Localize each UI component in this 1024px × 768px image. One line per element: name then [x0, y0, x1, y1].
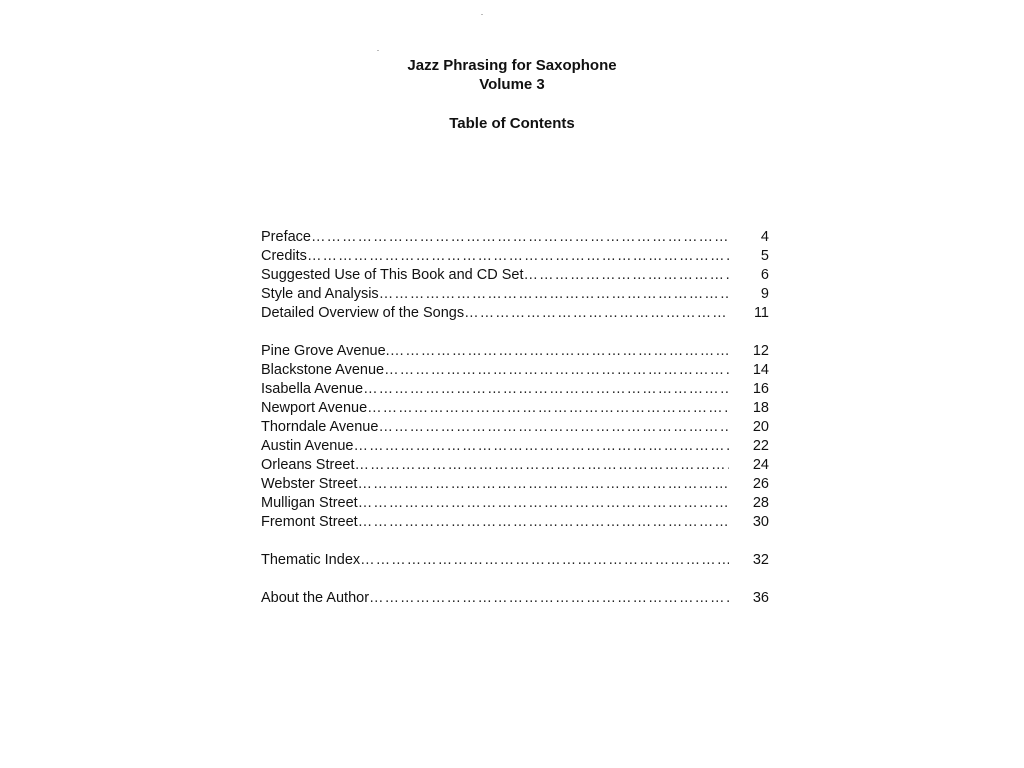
toc-entry-song [261, 342, 769, 361]
toc-group-songs [261, 342, 769, 532]
toc-entry-page: 11 [753, 305, 769, 321]
toc-entry-label: Blackstone Avenue [261, 362, 385, 378]
toc-entry-song [261, 437, 769, 456]
dot-leader [353, 437, 729, 456]
dot-leader [357, 475, 729, 494]
toc-entry-label: Suggested Use of This Book and CD Set [261, 267, 524, 283]
toc-entry-song [261, 418, 769, 437]
toc-entry-label: Style and Analysis [261, 286, 379, 302]
dot-leader [358, 494, 729, 513]
toc-entry-suggested-use [261, 266, 769, 285]
toc-entry-song [261, 361, 769, 380]
toc-entry-page: 26 [752, 476, 769, 492]
toc-entry-label: Austin Avenue [261, 438, 354, 454]
toc-entry-label: Webster Street [261, 476, 358, 492]
toc-group-author [261, 589, 769, 608]
toc-entry-song [261, 399, 769, 418]
scan-speck [377, 50, 379, 51]
dot-leader [369, 589, 729, 608]
toc-entry-label: Thorndale Avenue [261, 419, 379, 435]
toc-group-index [261, 551, 769, 570]
toc-entry-thematic-index [261, 551, 769, 570]
toc-entry-page: 22 [752, 438, 769, 454]
toc-entry-page: 36 [752, 590, 769, 606]
toc-entry-label: Fremont Street [261, 514, 358, 530]
dot-leader [524, 266, 730, 285]
dot-leader [378, 418, 729, 437]
document-volume: Volume 3 [479, 76, 545, 93]
toc-entry-label: About the Author [261, 590, 370, 606]
toc-entry-page: 24 [752, 457, 769, 473]
document-title: Jazz Phrasing for Saxophone [407, 57, 617, 74]
toc-entry-page: 18 [752, 400, 769, 416]
toc-entry-page: 28 [752, 495, 769, 511]
dot-leader [379, 285, 729, 304]
toc-entry-label: Newport Avenue [261, 400, 368, 416]
dot-leader [363, 380, 729, 399]
toc-entry-page: 30 [752, 514, 769, 530]
toc-entry-song [261, 513, 769, 532]
toc-entry-label: Pine Grove Avenue. [261, 343, 390, 359]
toc-entry-label: Mulligan Street [261, 495, 358, 511]
toc-entry-page: 14 [752, 362, 769, 378]
toc-entry-credits [261, 247, 769, 266]
toc-entry-about-author [261, 589, 769, 608]
title-block [0, 56, 1024, 94]
toc-entry-song [261, 380, 769, 399]
toc-entry-detailed-overview [261, 304, 769, 323]
toc-entry-song [261, 456, 769, 475]
toc-entry-style-analysis [261, 285, 769, 304]
toc-entry-label: Credits [261, 248, 307, 264]
dot-leader [358, 513, 729, 532]
dot-leader [360, 551, 729, 570]
toc-entry-page: 4 [760, 229, 769, 245]
scan-speck [481, 14, 483, 15]
toc-entry-page: 20 [752, 419, 769, 435]
toc-heading: Table of Contents [449, 115, 575, 132]
toc-entry-page: 12 [752, 343, 769, 359]
toc-entry-page: 16 [752, 381, 769, 397]
toc-entry-preface [261, 228, 769, 247]
toc-group-front-matter [261, 228, 769, 323]
toc-entry-label: Detailed Overview of the Songs [261, 305, 465, 321]
toc-entry-song [261, 475, 769, 494]
toc-entry-label: Isabella Avenue [261, 381, 364, 397]
toc-entry-page: 5 [760, 248, 769, 264]
toc-entry-song [261, 494, 769, 513]
dot-leader [311, 228, 729, 247]
toc-entry-page: 6 [760, 267, 769, 283]
dot-leader [307, 247, 729, 266]
toc-entry-label: Orleans Street [261, 457, 355, 473]
dot-leader [384, 361, 729, 380]
table-of-contents [261, 228, 769, 627]
dot-leader [355, 456, 730, 475]
toc-entry-page: 32 [752, 552, 769, 568]
toc-entry-page: 9 [760, 286, 769, 302]
dot-leader [367, 399, 729, 418]
dot-leader [390, 342, 729, 361]
dot-leader [464, 304, 729, 323]
toc-entry-label: Preface [261, 229, 311, 245]
toc-entry-label: Thematic Index [261, 552, 361, 568]
